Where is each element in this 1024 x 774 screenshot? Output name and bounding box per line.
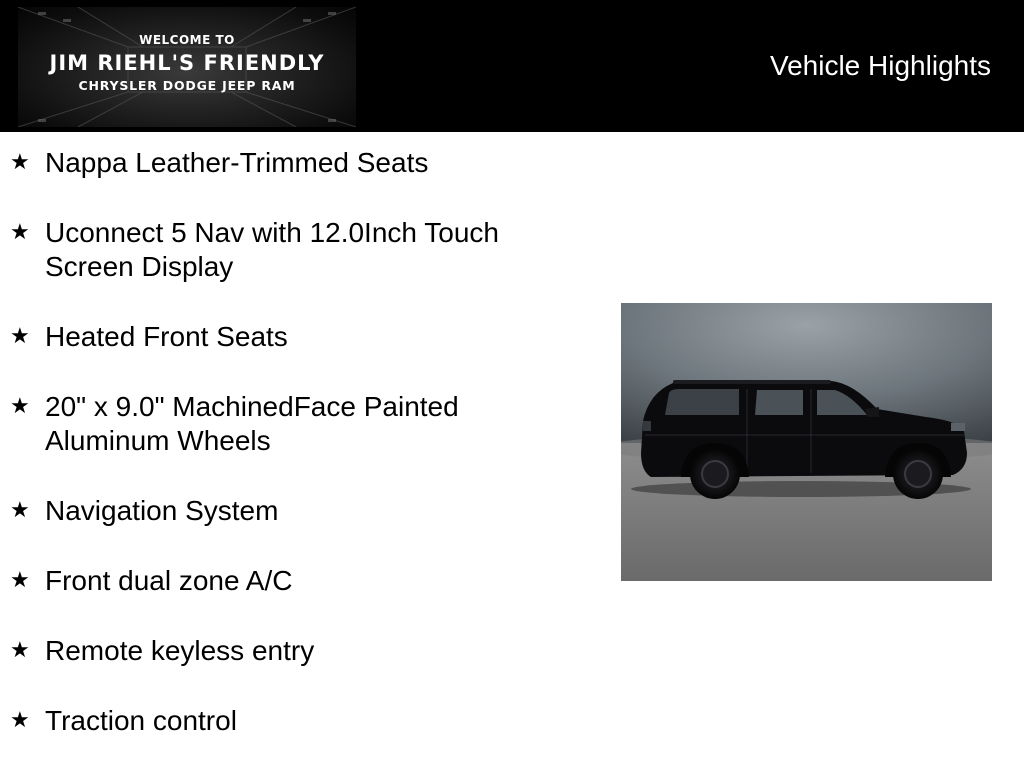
logo-welcome-text: WELCOME TO: [139, 33, 235, 47]
star-icon: ★: [10, 150, 30, 175]
star-icon: ★: [10, 220, 30, 245]
feature-list: [0, 146, 580, 774]
list-item: [0, 390, 580, 458]
star-icon: ★: [10, 568, 30, 593]
list-item: [0, 494, 580, 528]
list-item: [0, 216, 580, 284]
feature-label: Heated Front Seats: [45, 321, 288, 352]
list-item: [0, 634, 580, 668]
feature-label: Front dual zone A/C: [45, 565, 293, 596]
feature-label: Nappa Leather-Trimmed Seats: [45, 147, 429, 178]
feature-label: Navigation System: [45, 495, 279, 526]
vehicle-image: [621, 303, 992, 581]
list-item: [0, 320, 580, 354]
vehicle-photo[interactable]: [621, 303, 992, 581]
logo-dealer-name: JIM RIEHL'S FRIENDLY: [49, 51, 325, 75]
star-icon: ★: [10, 638, 30, 663]
list-item: [0, 564, 580, 598]
feature-label: Uconnect 5 Nav with 12.0Inch Touch Screen Display: [45, 217, 499, 282]
star-icon: ★: [10, 498, 30, 523]
star-icon: ★: [10, 324, 30, 349]
feature-label: Traction control: [45, 705, 237, 736]
logo-brands-text: CHRYSLER DODGE JEEP RAM: [78, 78, 296, 93]
star-icon: ★: [10, 394, 30, 419]
header-bar: [0, 0, 1024, 132]
star-icon: ★: [10, 708, 30, 733]
list-item: [0, 704, 580, 738]
page-title: Vehicle Highlights: [769, 50, 991, 81]
feature-label: 20" x 9.0" MachinedFace Painted Aluminum Wheels: [45, 391, 459, 456]
feature-label: Remote keyless entry: [45, 635, 315, 666]
list-item: [0, 146, 580, 180]
dealer-logo[interactable]: [18, 7, 356, 127]
